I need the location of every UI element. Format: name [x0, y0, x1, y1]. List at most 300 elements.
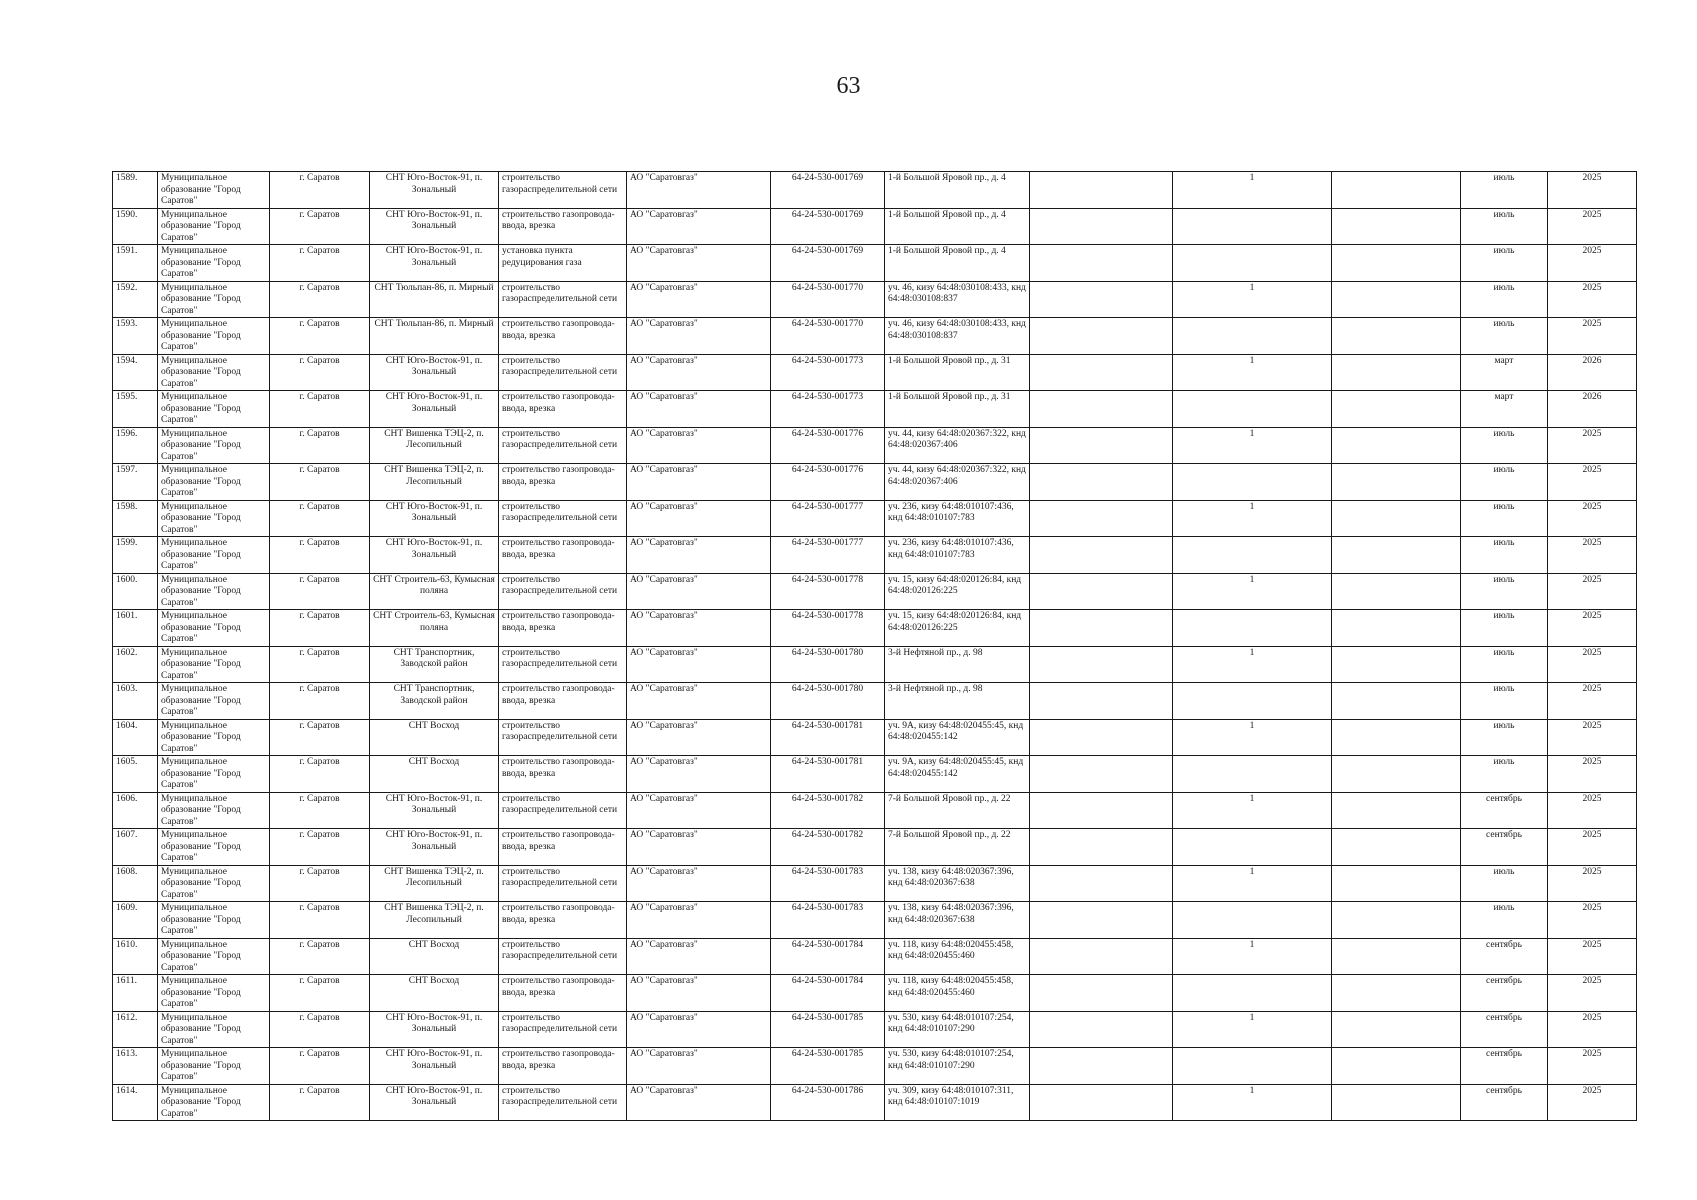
cell-organization: АО "Саратовгаз": [627, 573, 771, 610]
cell-location: СНТ Юго-Восток-91, п. Зональный: [370, 1084, 499, 1121]
cell-municipality: Муниципальное образование "Город Саратов": [158, 1011, 270, 1048]
cell-year: 2025: [1548, 865, 1637, 902]
cell-organization: АО "Саратовгаз": [627, 318, 771, 355]
cell-work-type: строительство газораспределительной сети: [499, 865, 627, 902]
cell-empty: [1332, 683, 1461, 720]
cell-location: СНТ Юго-Восток-91, п. Зональный: [370, 391, 499, 428]
cell-organization: АО "Саратовгаз": [627, 902, 771, 939]
cell-row-number: 1602.: [113, 646, 158, 683]
cell-organization: АО "Саратовгаз": [627, 683, 771, 720]
cell-municipality: Муниципальное образование "Город Саратов": [158, 537, 270, 574]
cell-row-number: 1593.: [113, 318, 158, 355]
cell-empty: [1332, 281, 1461, 318]
cell-row-number: 1608.: [113, 865, 158, 902]
cell-municipality: Муниципальное образование "Город Саратов": [158, 573, 270, 610]
cell-municipality: Муниципальное образование "Город Саратов": [158, 792, 270, 829]
cell-year: 2025: [1548, 646, 1637, 683]
cell-municipality: Муниципальное образование "Город Саратов": [158, 756, 270, 793]
cell-code: 64-24-530-001783: [771, 902, 885, 939]
cell-year: 2025: [1548, 537, 1637, 574]
cell-empty: [1030, 975, 1173, 1012]
cell-municipality: Муниципальное образование "Город Саратов": [158, 208, 270, 245]
cell-empty: [1030, 683, 1173, 720]
cell-empty: [1332, 902, 1461, 939]
cell-address: уч. 46, кизу 64:48:030108:433, кнд 64:48:030108:837: [885, 318, 1030, 355]
cell-location: СНТ Вишенка ТЭЦ-2, п. Лесопильный: [370, 464, 499, 501]
cell-count: [1173, 391, 1332, 428]
cell-empty: [1030, 318, 1173, 355]
cell-month: июль: [1461, 683, 1548, 720]
cell-count: [1173, 829, 1332, 866]
cell-city: г. Саратов: [270, 172, 370, 209]
cell-code: 64-24-530-001781: [771, 756, 885, 793]
cell-work-type: строительство газораспределительной сети: [499, 719, 627, 756]
cell-address: 3-й Нефтяной пр., д. 98: [885, 646, 1030, 683]
table-row: [113, 318, 1637, 355]
cell-organization: АО "Саратовгаз": [627, 172, 771, 209]
cell-month: июль: [1461, 427, 1548, 464]
cell-month: сентябрь: [1461, 975, 1548, 1012]
table-row: [113, 610, 1637, 647]
cell-location: СНТ Тюльпан-86, п. Мирный: [370, 318, 499, 355]
cell-address: 1-й Большой Яровой пр., д. 4: [885, 208, 1030, 245]
cell-row-number: 1598.: [113, 500, 158, 537]
cell-code: 64-24-530-001778: [771, 610, 885, 647]
table-row: [113, 938, 1637, 975]
cell-organization: АО "Саратовгаз": [627, 208, 771, 245]
cell-month: июль: [1461, 172, 1548, 209]
cell-year: 2026: [1548, 354, 1637, 391]
cell-month: июль: [1461, 646, 1548, 683]
cell-municipality: Муниципальное образование "Город Саратов": [158, 829, 270, 866]
cell-city: г. Саратов: [270, 500, 370, 537]
cell-work-type: строительство газопровода-ввода, врезка: [499, 683, 627, 720]
table-row: [113, 281, 1637, 318]
table-row: [113, 756, 1637, 793]
cell-code: 64-24-530-001776: [771, 464, 885, 501]
cell-address: 7-й Большой Яровой пр., д. 22: [885, 829, 1030, 866]
cell-count: [1173, 975, 1332, 1012]
cell-location: СНТ Транспортник, Заводской район: [370, 683, 499, 720]
cell-organization: АО "Саратовгаз": [627, 427, 771, 464]
cell-empty: [1332, 464, 1461, 501]
cell-address: уч. 44, кизу 64:48:020367:322, кнд 64:48:020367:406: [885, 427, 1030, 464]
page-number: 63: [836, 73, 861, 99]
cell-city: г. Саратов: [270, 1048, 370, 1085]
cell-empty: [1332, 938, 1461, 975]
cell-month: июль: [1461, 573, 1548, 610]
table-row: [113, 208, 1637, 245]
cell-address: 1-й Большой Яровой пр., д. 4: [885, 172, 1030, 209]
cell-work-type: строительство газопровода-ввода, врезка: [499, 610, 627, 647]
cell-count: [1173, 683, 1332, 720]
cell-month: сентябрь: [1461, 1048, 1548, 1085]
cell-row-number: 1610.: [113, 938, 158, 975]
cell-row-number: 1611.: [113, 975, 158, 1012]
cell-code: 64-24-530-001769: [771, 245, 885, 282]
cell-address: уч. 9А, кизу 64:48:020455:45, кнд 64:48:020455:142: [885, 756, 1030, 793]
cell-code: 64-24-530-001776: [771, 427, 885, 464]
cell-organization: АО "Саратовгаз": [627, 829, 771, 866]
cell-code: 64-24-530-001769: [771, 172, 885, 209]
cell-code: 64-24-530-001777: [771, 500, 885, 537]
cell-organization: АО "Саратовгаз": [627, 865, 771, 902]
cell-year: 2025: [1548, 792, 1637, 829]
cell-year: 2025: [1548, 464, 1637, 501]
cell-work-type: строительство газораспределительной сети: [499, 500, 627, 537]
cell-empty: [1030, 208, 1173, 245]
cell-organization: АО "Саратовгаз": [627, 975, 771, 1012]
cell-count: 1: [1173, 938, 1332, 975]
cell-year: 2025: [1548, 938, 1637, 975]
cell-row-number: 1597.: [113, 464, 158, 501]
cell-organization: АО "Саратовгаз": [627, 245, 771, 282]
cell-empty: [1030, 865, 1173, 902]
cell-city: г. Саратов: [270, 829, 370, 866]
cell-work-type: строительство газопровода-ввода, врезка: [499, 318, 627, 355]
cell-city: г. Саратов: [270, 938, 370, 975]
cell-city: г. Саратов: [270, 537, 370, 574]
cell-work-type: строительство газораспределительной сети: [499, 354, 627, 391]
cell-municipality: Муниципальное образование "Город Саратов": [158, 172, 270, 209]
cell-location: СНТ Вишенка ТЭЦ-2, п. Лесопильный: [370, 865, 499, 902]
cell-month: июль: [1461, 865, 1548, 902]
cell-municipality: Муниципальное образование "Город Саратов": [158, 427, 270, 464]
cell-work-type: строительство газораспределительной сети: [499, 1011, 627, 1048]
cell-empty: [1332, 318, 1461, 355]
cell-count: 1: [1173, 1011, 1332, 1048]
cell-empty: [1332, 646, 1461, 683]
cell-count: [1173, 1048, 1332, 1085]
cell-month: июль: [1461, 464, 1548, 501]
cell-city: г. Саратов: [270, 208, 370, 245]
cell-year: 2025: [1548, 719, 1637, 756]
cell-code: 64-24-530-001780: [771, 646, 885, 683]
table-row: [113, 573, 1637, 610]
cell-count: [1173, 208, 1332, 245]
gasification-table: [112, 171, 1637, 1121]
cell-row-number: 1591.: [113, 245, 158, 282]
cell-month: июль: [1461, 610, 1548, 647]
cell-empty: [1030, 646, 1173, 683]
cell-year: 2025: [1548, 610, 1637, 647]
cell-year: 2026: [1548, 391, 1637, 428]
cell-organization: АО "Саратовгаз": [627, 1011, 771, 1048]
cell-row-number: 1603.: [113, 683, 158, 720]
cell-location: СНТ Восход: [370, 719, 499, 756]
cell-location: СНТ Юго-Восток-91, п. Зональный: [370, 829, 499, 866]
cell-month: март: [1461, 391, 1548, 428]
cell-work-type: строительство газопровода-ввода, врезка: [499, 464, 627, 501]
cell-count: 1: [1173, 354, 1332, 391]
cell-address: 1-й Большой Яровой пр., д. 4: [885, 245, 1030, 282]
cell-code: 64-24-530-001770: [771, 318, 885, 355]
cell-month: март: [1461, 354, 1548, 391]
cell-municipality: Муниципальное образование "Город Саратов": [158, 281, 270, 318]
cell-row-number: 1605.: [113, 756, 158, 793]
cell-year: 2025: [1548, 318, 1637, 355]
cell-municipality: Муниципальное образование "Город Саратов": [158, 500, 270, 537]
cell-empty: [1030, 902, 1173, 939]
cell-row-number: 1613.: [113, 1048, 158, 1085]
cell-empty: [1030, 938, 1173, 975]
cell-municipality: Муниципальное образование "Город Саратов": [158, 391, 270, 428]
cell-empty: [1030, 1084, 1173, 1121]
cell-municipality: Муниципальное образование "Город Саратов": [158, 646, 270, 683]
cell-code: 64-24-530-001770: [771, 281, 885, 318]
cell-location: СНТ Юго-Восток-91, п. Зональный: [370, 1011, 499, 1048]
cell-row-number: 1604.: [113, 719, 158, 756]
cell-empty: [1332, 537, 1461, 574]
cell-code: 64-24-530-001784: [771, 938, 885, 975]
cell-empty: [1030, 1048, 1173, 1085]
cell-city: г. Саратов: [270, 610, 370, 647]
cell-code: 64-24-530-001785: [771, 1048, 885, 1085]
cell-work-type: строительство газопровода-ввода, врезка: [499, 391, 627, 428]
cell-organization: АО "Саратовгаз": [627, 281, 771, 318]
cell-location: СНТ Юго-Восток-91, п. Зональный: [370, 792, 499, 829]
table-row: [113, 245, 1637, 282]
cell-empty: [1332, 792, 1461, 829]
cell-location: СНТ Юго-Восток-91, п. Зональный: [370, 1048, 499, 1085]
cell-empty: [1030, 573, 1173, 610]
cell-empty: [1332, 975, 1461, 1012]
cell-organization: АО "Саратовгаз": [627, 500, 771, 537]
cell-empty: [1332, 391, 1461, 428]
cell-empty: [1030, 427, 1173, 464]
cell-year: 2025: [1548, 1084, 1637, 1121]
cell-city: г. Саратов: [270, 902, 370, 939]
cell-empty: [1030, 829, 1173, 866]
cell-organization: АО "Саратовгаз": [627, 464, 771, 501]
cell-location: СНТ Восход: [370, 756, 499, 793]
cell-work-type: строительство газопровода-ввода, врезка: [499, 1048, 627, 1085]
cell-location: СНТ Транспортник, Заводской район: [370, 646, 499, 683]
table-row: [113, 792, 1637, 829]
cell-organization: АО "Саратовгаз": [627, 391, 771, 428]
cell-empty: [1030, 245, 1173, 282]
cell-location: СНТ Юго-Восток-91, п. Зональный: [370, 500, 499, 537]
cell-code: 64-24-530-001784: [771, 975, 885, 1012]
cell-municipality: Муниципальное образование "Город Саратов": [158, 719, 270, 756]
cell-code: 64-24-530-001783: [771, 865, 885, 902]
cell-month: сентябрь: [1461, 1011, 1548, 1048]
cell-work-type: строительство газораспределительной сети: [499, 281, 627, 318]
cell-year: 2025: [1548, 245, 1637, 282]
cell-empty: [1332, 208, 1461, 245]
cell-city: г. Саратов: [270, 1084, 370, 1121]
cell-address: уч. 44, кизу 64:48:020367:322, кнд 64:48:020367:406: [885, 464, 1030, 501]
cell-location: СНТ Юго-Восток-91, п. Зональный: [370, 354, 499, 391]
cell-count: 1: [1173, 1084, 1332, 1121]
cell-year: 2025: [1548, 1048, 1637, 1085]
cell-location: СНТ Тюльпан-86, п. Мирный: [370, 281, 499, 318]
cell-address: уч. 15, кизу 64:48:020126:84, кнд 64:48:020126:225: [885, 610, 1030, 647]
cell-row-number: 1590.: [113, 208, 158, 245]
cell-month: июль: [1461, 756, 1548, 793]
cell-count: 1: [1173, 172, 1332, 209]
cell-code: 64-24-530-001769: [771, 208, 885, 245]
cell-empty: [1030, 281, 1173, 318]
cell-empty: [1332, 610, 1461, 647]
cell-count: [1173, 902, 1332, 939]
cell-row-number: 1614.: [113, 1084, 158, 1121]
cell-empty: [1332, 354, 1461, 391]
table-row: [113, 719, 1637, 756]
cell-empty: [1030, 354, 1173, 391]
cell-work-type: строительство газораспределительной сети: [499, 792, 627, 829]
cell-location: СНТ Юго-Восток-91, п. Зональный: [370, 537, 499, 574]
cell-location: СНТ Юго-Восток-91, п. Зональный: [370, 208, 499, 245]
cell-city: г. Саратов: [270, 464, 370, 501]
cell-code: 64-24-530-001781: [771, 719, 885, 756]
cell-code: 64-24-530-001778: [771, 573, 885, 610]
cell-row-number: 1600.: [113, 573, 158, 610]
cell-city: г. Саратов: [270, 683, 370, 720]
cell-count: 1: [1173, 427, 1332, 464]
cell-empty: [1332, 719, 1461, 756]
table-row: [113, 646, 1637, 683]
cell-work-type: установка пункта редуцирования газа: [499, 245, 627, 282]
cell-code: 64-24-530-001785: [771, 1011, 885, 1048]
cell-address: уч. 309, кизу 64:48:010107:311, кнд 64:48:010107:1019: [885, 1084, 1030, 1121]
table-row: [113, 865, 1637, 902]
cell-work-type: строительство газопровода-ввода, врезка: [499, 829, 627, 866]
cell-month: июль: [1461, 500, 1548, 537]
cell-address: уч. 118, кизу 64:48:020455:458, кнд 64:48:020455:460: [885, 975, 1030, 1012]
cell-city: г. Саратов: [270, 792, 370, 829]
cell-municipality: Муниципальное образование "Город Саратов": [158, 1048, 270, 1085]
cell-work-type: строительство газопровода-ввода, врезка: [499, 208, 627, 245]
cell-empty: [1030, 719, 1173, 756]
cell-city: г. Саратов: [270, 573, 370, 610]
table-row: [113, 354, 1637, 391]
cell-count: [1173, 245, 1332, 282]
cell-year: 2025: [1548, 829, 1637, 866]
cell-month: сентябрь: [1461, 792, 1548, 829]
table-row: [113, 829, 1637, 866]
cell-year: 2025: [1548, 208, 1637, 245]
cell-municipality: Муниципальное образование "Город Саратов": [158, 245, 270, 282]
cell-address: уч. 118, кизу 64:48:020455:458, кнд 64:48:020455:460: [885, 938, 1030, 975]
cell-city: г. Саратов: [270, 318, 370, 355]
cell-location: СНТ Вишенка ТЭЦ-2, п. Лесопильный: [370, 427, 499, 464]
cell-month: июль: [1461, 208, 1548, 245]
cell-year: 2025: [1548, 427, 1637, 464]
cell-row-number: 1589.: [113, 172, 158, 209]
cell-year: 2025: [1548, 975, 1637, 1012]
cell-month: июль: [1461, 719, 1548, 756]
cell-count: 1: [1173, 500, 1332, 537]
cell-empty: [1332, 573, 1461, 610]
cell-month: сентябрь: [1461, 1084, 1548, 1121]
cell-city: г. Саратов: [270, 427, 370, 464]
cell-year: 2025: [1548, 1011, 1637, 1048]
cell-empty: [1332, 427, 1461, 464]
cell-month: сентябрь: [1461, 829, 1548, 866]
cell-row-number: 1592.: [113, 281, 158, 318]
cell-empty: [1030, 391, 1173, 428]
cell-work-type: строительство газораспределительной сети: [499, 172, 627, 209]
cell-empty: [1332, 245, 1461, 282]
cell-count: 1: [1173, 573, 1332, 610]
cell-empty: [1332, 1011, 1461, 1048]
table-row: [113, 464, 1637, 501]
cell-row-number: 1609.: [113, 902, 158, 939]
cell-year: 2025: [1548, 756, 1637, 793]
cell-municipality: Муниципальное образование "Город Саратов": [158, 318, 270, 355]
cell-month: июль: [1461, 537, 1548, 574]
table-row: [113, 1084, 1637, 1121]
table-row: [113, 1048, 1637, 1085]
cell-city: г. Саратов: [270, 756, 370, 793]
cell-count: 1: [1173, 792, 1332, 829]
cell-row-number: 1606.: [113, 792, 158, 829]
cell-year: 2025: [1548, 683, 1637, 720]
cell-row-number: 1599.: [113, 537, 158, 574]
cell-empty: [1332, 172, 1461, 209]
cell-address: уч. 236, кизу 64:48:010107:436, кнд 64:48:010107:783: [885, 537, 1030, 574]
cell-code: 64-24-530-001786: [771, 1084, 885, 1121]
table-row: [113, 683, 1637, 720]
cell-municipality: Муниципальное образование "Город Саратов": [158, 683, 270, 720]
cell-location: СНТ Восход: [370, 975, 499, 1012]
cell-organization: АО "Саратовгаз": [627, 756, 771, 793]
cell-organization: АО "Саратовгаз": [627, 938, 771, 975]
cell-row-number: 1594.: [113, 354, 158, 391]
cell-address: уч. 15, кизу 64:48:020126:84, кнд 64:48:020126:225: [885, 573, 1030, 610]
cell-empty: [1030, 610, 1173, 647]
cell-empty: [1030, 500, 1173, 537]
cell-location: СНТ Юго-Восток-91, п. Зональный: [370, 172, 499, 209]
table-row: [113, 537, 1637, 574]
cell-address: уч. 530, кизу 64:48:010107:254, кнд 64:48:010107:290: [885, 1048, 1030, 1085]
cell-code: 64-24-530-001773: [771, 354, 885, 391]
cell-city: г. Саратов: [270, 646, 370, 683]
cell-row-number: 1596.: [113, 427, 158, 464]
cell-month: июль: [1461, 281, 1548, 318]
cell-year: 2025: [1548, 573, 1637, 610]
cell-location: СНТ Юго-Восток-91, п. Зональный: [370, 245, 499, 282]
cell-organization: АО "Саратовгаз": [627, 354, 771, 391]
cell-code: 64-24-530-001782: [771, 792, 885, 829]
cell-empty: [1030, 172, 1173, 209]
cell-code: 64-24-530-001773: [771, 391, 885, 428]
cell-count: [1173, 756, 1332, 793]
cell-organization: АО "Саратовгаз": [627, 537, 771, 574]
cell-address: 7-й Большой Яровой пр., д. 22: [885, 792, 1030, 829]
cell-address: уч. 138, кизу 64:48:020367:396, кнд 64:48:020367:638: [885, 865, 1030, 902]
cell-count: [1173, 464, 1332, 501]
cell-organization: АО "Саратовгаз": [627, 610, 771, 647]
cell-municipality: Муниципальное образование "Город Саратов": [158, 464, 270, 501]
cell-address: уч. 138, кизу 64:48:020367:396, кнд 64:48:020367:638: [885, 902, 1030, 939]
cell-work-type: строительство газопровода-ввода, врезка: [499, 902, 627, 939]
cell-empty: [1030, 792, 1173, 829]
cell-organization: АО "Саратовгаз": [627, 792, 771, 829]
cell-city: г. Саратов: [270, 1011, 370, 1048]
cell-address: 1-й Большой Яровой пр., д. 31: [885, 354, 1030, 391]
cell-city: г. Саратов: [270, 865, 370, 902]
cell-month: июль: [1461, 902, 1548, 939]
cell-empty: [1332, 500, 1461, 537]
cell-city: г. Саратов: [270, 245, 370, 282]
cell-address: уч. 530, кизу 64:48:010107:254, кнд 64:48:010107:290: [885, 1011, 1030, 1048]
cell-empty: [1030, 756, 1173, 793]
cell-code: 64-24-530-001780: [771, 683, 885, 720]
cell-work-type: строительство газораспределительной сети: [499, 573, 627, 610]
cell-row-number: 1612.: [113, 1011, 158, 1048]
